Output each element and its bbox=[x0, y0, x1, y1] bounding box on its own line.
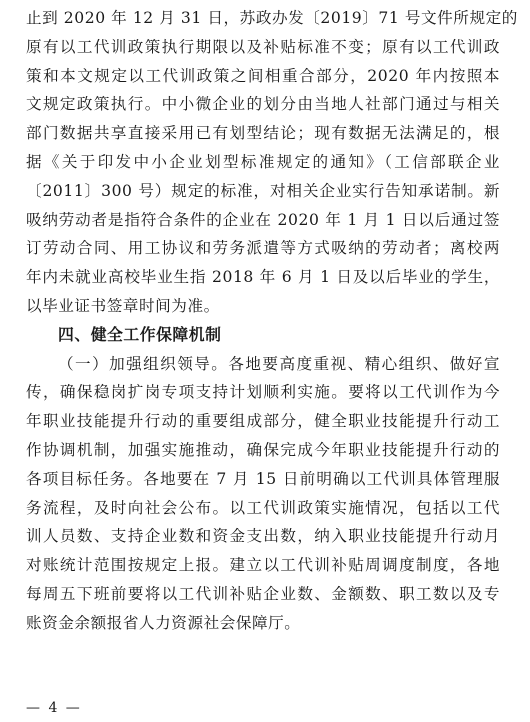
text-line: 作协调机制，加强实施推动，确保完成今年职业技能提升行动的 bbox=[26, 440, 500, 459]
text-line: 订劳动合同、用工协议和劳务派遣等方式吸纳的劳动者；离校两 bbox=[26, 239, 500, 258]
text-line: 〔2011〕300 号）规定的标准，对相关企业实行告知承诺制。新 bbox=[26, 181, 500, 200]
text-line: 部门数据共享直接采用已有划型结论；现有数据无法满足的，根 bbox=[26, 124, 500, 143]
text-line: （一）加强组织领导。各地要高度重视、精心组织、做好宣 bbox=[58, 354, 500, 373]
text-line: 训人员数、支持企业数和资金支出数，纳入职业技能提升行动月 bbox=[26, 527, 500, 546]
section-heading: 四、健全工作保障机制 bbox=[58, 324, 222, 344]
text-line: 务流程，及时向社会公布。以工代训政策实施情况，包括以工代 bbox=[26, 498, 500, 517]
text-line: 策和本文规定以工代训政策之间相重合部分，2020 年内按照本 bbox=[26, 66, 500, 85]
paragraph-organization-leadership bbox=[26, 350, 500, 638]
page-number: — 4 — bbox=[26, 700, 82, 716]
text-line: 据《关于印发中小企业划型标准规定的通知》（工信部联企业 bbox=[26, 152, 500, 171]
text-line: 文规定政策执行。中小微企业的划分由当地人社部门通过与相关 bbox=[26, 95, 500, 114]
document-body bbox=[26, 4, 518, 638]
text-line: 年职业技能提升行动的重要组成部分，健全职业技能提升行动工 bbox=[26, 412, 500, 431]
text-line: 原有以工代训政策执行期限以及补贴标准不变；原有以工代训政 bbox=[26, 37, 500, 56]
text-line: 账资金余额报省人力资源社会保障厅。 bbox=[26, 613, 301, 632]
text-line: 以毕业证书签章时间为准。 bbox=[26, 296, 220, 315]
paragraph-policy-terms bbox=[26, 4, 518, 321]
text-line: 对账统计范围按规定上报。建立以工代训补贴周调度制度，各地 bbox=[26, 556, 500, 575]
text-line: 年内未就业高校毕业生指 2018 年 6 月 1 日及以后毕业的学生， bbox=[26, 268, 500, 287]
text-line: 吸纳劳动者是指符合条件的企业在 2020 年 1 月 1 日以后通过签 bbox=[26, 210, 500, 229]
text-line: 各项目标任务。各地要在 7 月 15 日前明确以工代训具体管理服 bbox=[26, 469, 500, 488]
text-line: 每周五下班前要将以工代训补贴企业数、金额数、职工数以及专 bbox=[26, 584, 500, 603]
text-line: 传，确保稳岗扩岗专项支持计划顺利实施。要将以工代训作为今 bbox=[26, 383, 500, 402]
text-line: 止到 2020 年 12 月 31 日，苏政办发〔2019〕71 号文件所规定的 bbox=[26, 9, 518, 27]
